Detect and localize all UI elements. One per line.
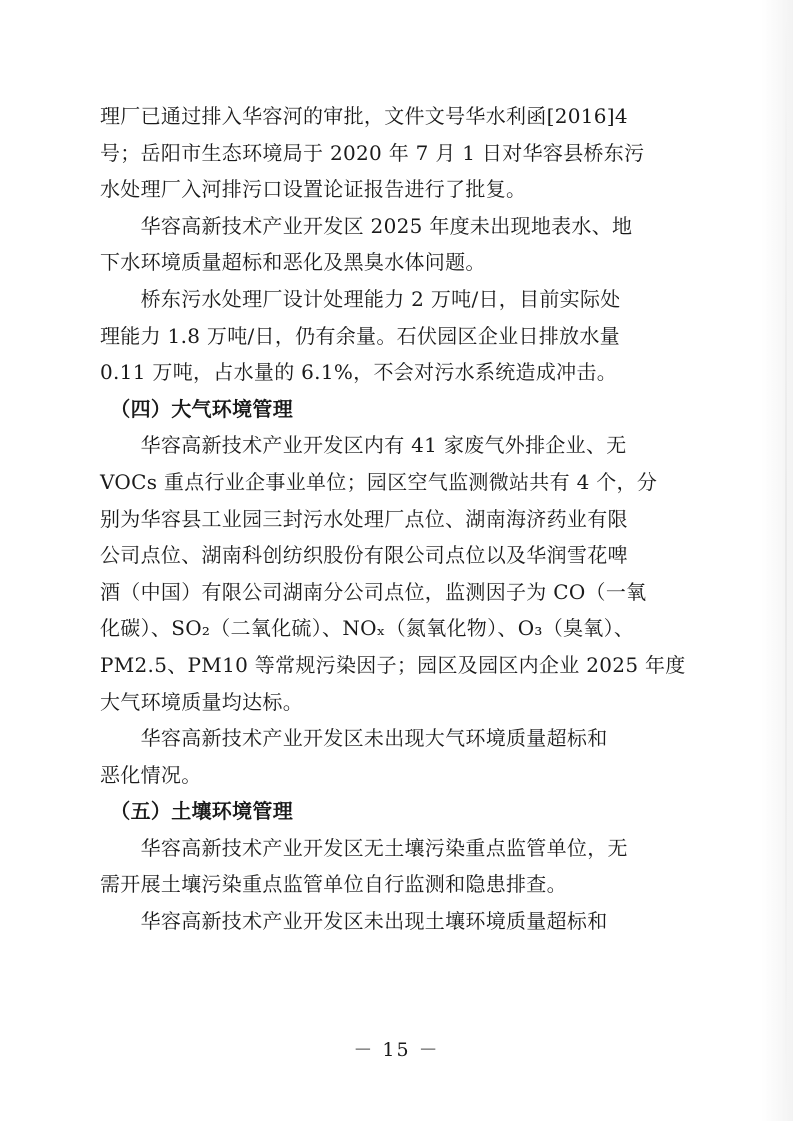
body-line: 华容高新技术产业开发区未出现大气环境质量超标和 — [100, 726, 608, 751]
body-line: 号；岳阳市生态环境局于 2020 年 7 月 1 日对华容县桥东污 — [100, 140, 645, 165]
section-heading: （四）大气环境管理 — [100, 396, 293, 421]
body-line: 华容高新技术产业开发区内有 41 家废气外排企业、无 — [100, 433, 627, 458]
body-line: PM2.5、PM10 等常规污染因子；园区及园区内企业 2025 年度 — [100, 652, 686, 677]
scan-edge-shadow — [785, 0, 787, 1121]
body-line: 理厂已通过排入华容河的审批，文件文号华水利函[2016]4 — [100, 104, 628, 128]
section-heading: （五）土壤环境管理 — [100, 799, 293, 824]
body-line: 华容高新技术产业开发区无土壤污染重点监管单位，无 — [100, 835, 628, 860]
body-line: 0.11 万吨，占水量的 6.1%，不会对污水系统造成冲击。 — [100, 360, 618, 385]
body-line: 大气环境质量均达标。 — [100, 689, 303, 714]
body-line: 水处理厂入河排污口设置论证报告进行了批复。 — [100, 177, 527, 202]
body-line: 公司点位、湖南科创纺织股份有限公司点位以及华润雪花啤 — [100, 543, 628, 568]
body-line: 化碳）、SO₂（二氧化硫）、NOₓ（氮氧化物）、O₃（臭氧）、 — [100, 616, 635, 641]
body-line: 酒（中国）有限公司湖南分公司点位，监测因子为 CO（一氧 — [100, 579, 647, 604]
body-line: 别为华容县工业园三封污水处理厂点位、湖南海济药业有限 — [100, 506, 628, 531]
body-line: 下水环境质量超标和恶化及黑臭水体问题。 — [100, 250, 486, 275]
page-number: － 15 － — [353, 1039, 440, 1061]
body-line: 理能力 1.8 万吨/日，仍有余量。石伏园区企业日排放水量 — [100, 323, 620, 348]
body-line: VOCs 重点行业企事业单位；园区空气监测微站共有 4 个，分 — [100, 469, 658, 494]
body-line: 桥东污水处理厂设计处理能力 2 万吨/日，目前实际处 — [100, 286, 621, 311]
body-line: 华容高新技术产业开发区 2025 年度未出现地表水、地 — [100, 213, 633, 238]
document-body — [100, 98, 686, 940]
body-line: 需开展土壤污染重点监管单位自行监测和隐患排查。 — [100, 872, 567, 897]
body-line: 恶化情况。 — [100, 762, 202, 787]
body-line: 华容高新技术产业开发区未出现土壤环境质量超标和 — [100, 909, 608, 934]
